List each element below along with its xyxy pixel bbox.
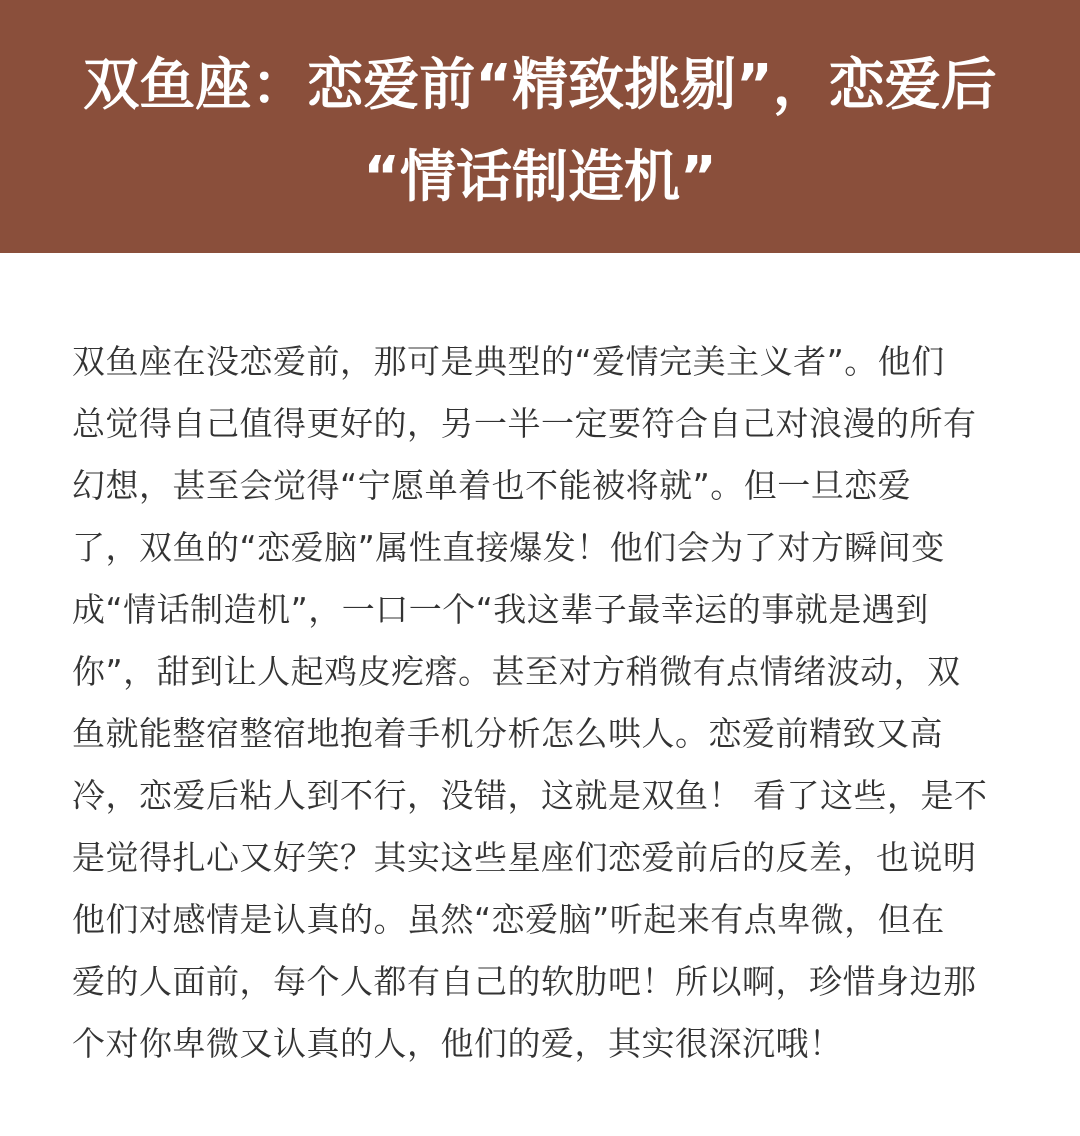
article-line: 幻想，甚至会觉得“宁愿单着也不能被将就”。但一旦恋爱: [72, 466, 912, 505]
article-line: 个对你卑微又认真的人，他们的爱，其实很深沉哦！: [72, 1024, 843, 1063]
article-line: 鱼就能整宿整宿地抱着手机分析怎么哄人。恋爱前精致又高: [72, 714, 943, 753]
article-line: 成“情话制造机”，一口一个“我这辈子最幸运的事就是遇到: [72, 590, 929, 629]
article-line: 了，双鱼的“恋爱脑”属性直接爆发！他们会为了对方瞬间变: [72, 528, 945, 567]
page-title-line-1: 双鱼座：恋爱前“精致挑剔”，恋爱后: [83, 53, 997, 118]
article-line: 他们对感情是认真的。虽然“恋爱脑”听起来有点卑微，但在: [72, 900, 945, 939]
article-line: 总觉得自己值得更好的，另一半一定要符合自己对浪漫的所有: [72, 404, 977, 443]
article-line: 双鱼座在没恋爱前，那可是典型的“爱情完美主义者”。他们: [72, 342, 945, 381]
article-line: 爱的人面前，每个人都有自己的软肋吧！所以啊，珍惜身边那: [72, 962, 977, 1001]
article-line: 冷，恋爱后粘人到不行，没错，这就是双鱼！ 看了这些，是不: [72, 776, 988, 815]
article-body: [72, 331, 1012, 1075]
page-title-line-2: “情话制造机”: [363, 145, 717, 210]
article-line: 是觉得扎心又好笑？其实这些星座们恋爱前后的反差，也说明: [72, 838, 977, 877]
article-line: 你”，甜到让人起鸡皮疙瘩。甚至对方稍微有点情绪波动，双: [72, 652, 961, 691]
title-banner: [0, 0, 1080, 253]
